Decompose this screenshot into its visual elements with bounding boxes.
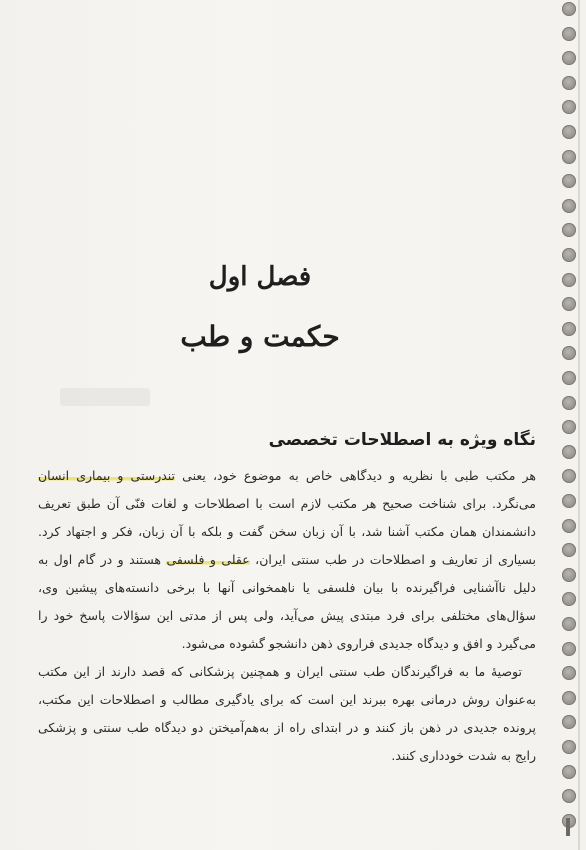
binding-ring [562,150,576,164]
binding-ring [562,469,576,483]
binding-ring [562,519,576,533]
binding-ring [562,740,576,754]
binding-ring [562,100,576,114]
chapter-title: حکمت و طب [180,320,340,353]
binding-ring [562,199,576,213]
paragraph-1-part-2: می‌نگرد. برای شناخت صحیح هر مکتب لازم است با اصطلاحات و لغات فنّی آن طبق تعریف دانشمندان همان مکتب آشنا شد، با آن زبان سخن گفت و بلکه با آن زبان، فکر و اجتهاد کرد. بسیاری از تعاریف و اصطلاحات در طب سنتی ایران، [38,496,536,567]
paragraph-1 [38,462,536,658]
paragraph-1-part-1: هر مکتب طبی با نظریه و دیدگاهی خاص به موضوع خود، یعنی [175,468,536,483]
binding-ring [562,223,576,237]
binding-ring [562,543,576,557]
binding-ring [562,322,576,336]
chapter-number: فصل اول [208,262,312,292]
highlighted-phrase-1: تندرستی و بیماری انسان [38,468,176,483]
highlighted-phrase-2: عقلی و فلسفی [166,552,250,567]
binding-ring [562,248,576,262]
binding-ring [562,51,576,65]
binding-ring [562,617,576,631]
binding-ring [562,420,576,434]
binding-ring [562,691,576,705]
body-text [38,462,536,770]
paragraph-2: توصیهٔ ما به فراگیرندگان طب سنتی ایران و همچنین پزشکانی که قصد دارند از این مکتب به‌عنوان روش درمانی بهره ببرند این است که برای یادگیری مطالب و اصطلاحات این مکتب، پرونده جدیدی در ذهن باز کنند و در ابتدای راه از به‌هم‌آمیختن دو دیدگاه طب سنتی و پزشکی رایج به شدت خودداری کنند. [38,664,536,763]
binding-ring [562,174,576,188]
binding-ring [562,666,576,680]
binding-ring [562,765,576,779]
binding-ring [562,568,576,582]
section-heading: نگاه ویژه به اصطلاحات تخصصی [268,430,536,450]
binding-ring [562,371,576,385]
binding-ring [562,494,576,508]
binding-ring [562,715,576,729]
binding-ring [562,396,576,410]
binding-ring [562,642,576,656]
binding-ring [562,297,576,311]
page-edge-mark [566,818,570,836]
binding-ring [562,273,576,287]
spiral-binding [558,0,580,850]
binding-ring [562,76,576,90]
paragraph-1-part-3: هستند و در گام اول به دلیل ناآشنایی فراگیرنده با بیان فلسفی یا ناهمخوانی آنها با برخی دانسته‌های پیشین وی، سؤال‌های مختلفی برای فرد مبتدی پیش می‌آید، ولی پس از مدتی این سؤالات پاسخ خود را می‌گیرد و افق و دیدگاه جدیدی فراروی ذهن دانشجو گشوده می‌شود. [38,552,536,651]
binding-ring [562,2,576,16]
binding-ring [562,27,576,41]
faint-show-through [60,388,150,406]
binding-ring [562,346,576,360]
binding-ring [562,592,576,606]
binding-ring [562,125,576,139]
binding-edge [578,0,580,850]
binding-ring [562,789,576,803]
binding-ring [562,445,576,459]
